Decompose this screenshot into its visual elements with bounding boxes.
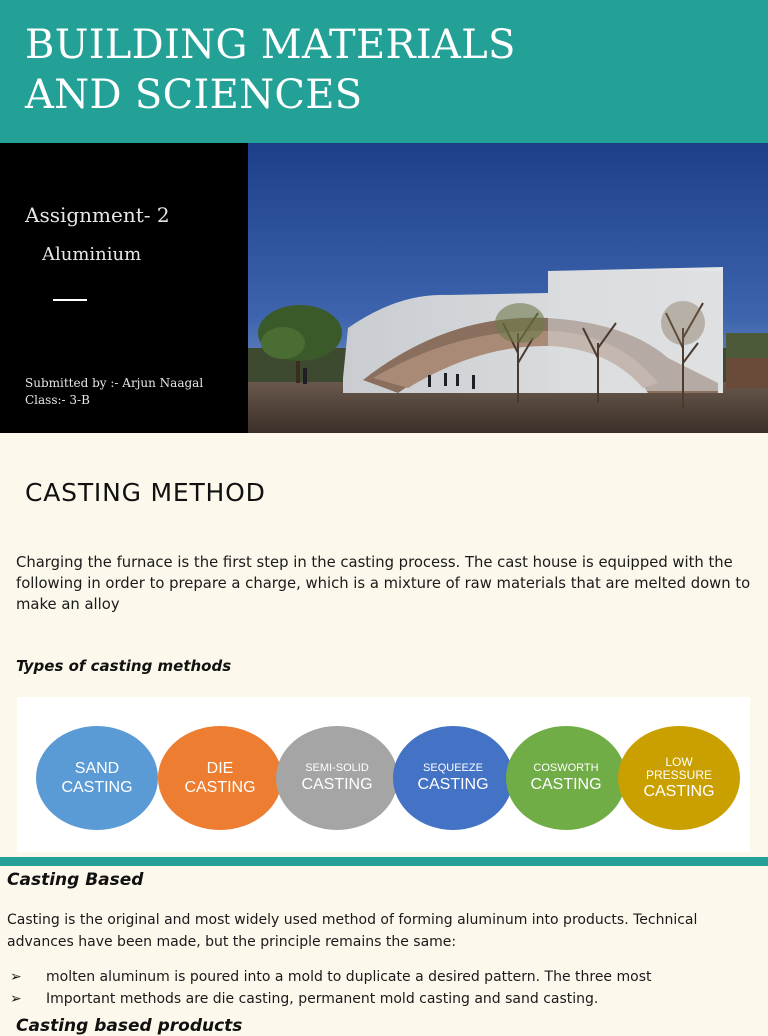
method-label-line1: DIE: [206, 760, 234, 777]
arrow-bullet-icon: ➢: [10, 969, 22, 985]
method-label-line2: CASTING: [301, 776, 373, 793]
arrow-bullet-icon: ➢: [10, 991, 22, 1007]
method-label-line1: SEQUEEZE: [423, 762, 483, 774]
casting-based-heading: Casting Based: [7, 870, 144, 890]
method-label-line2: CASTING: [61, 779, 133, 796]
title-line-1: BUILDING MATERIALS: [25, 22, 516, 68]
header-banner: [0, 0, 768, 143]
assignment-label: Assignment- 2: [25, 203, 170, 227]
decorative-rule: [53, 299, 87, 301]
title-line-2: AND SCIENCES: [25, 72, 363, 118]
method-label-line1b: PRESSURE: [645, 767, 713, 782]
method-oval-cosworth: [506, 726, 626, 830]
method-label-line1: SEMI-SOLID: [305, 762, 369, 774]
class-label: Class:- 3-B: [25, 393, 90, 407]
method-label-line2: CASTING: [643, 782, 715, 800]
building-photo: [248, 143, 768, 433]
document-title: [25, 20, 516, 120]
method-oval-die: [158, 726, 282, 830]
list-item: [10, 988, 651, 1010]
types-heading: Types of casting methods: [16, 657, 232, 675]
casting-bullet-list: [10, 966, 651, 1010]
submitted-by: Submitted by :- Arjun Naagal: [25, 376, 204, 390]
method-label-line1: SAND: [74, 760, 120, 777]
method-label-line2: CASTING: [184, 779, 256, 796]
method-oval-low-pressure: [618, 726, 740, 830]
submission-info: [25, 375, 203, 409]
next-section-heading: Casting based products: [16, 1016, 243, 1036]
method-label-line2: CASTING: [417, 776, 489, 793]
intro-paragraph: Charging the furnace is the first step in the casting process. The cast house is equipped with the following in order to prepare a charge, which is a mixture of raw materials that are melted down to make an alloy: [16, 554, 751, 613]
casting-methods-diagram: [17, 697, 750, 852]
method-oval-semi-solid: [276, 726, 398, 830]
method-label-line2: CASTING: [530, 776, 602, 793]
method-label-line1: LOW: [665, 754, 693, 769]
method-oval-sequeeze: [393, 726, 513, 830]
section-divider: [0, 857, 768, 866]
casting-based-paragraph: Casting is the original and most widely used method of forming aluminum into products. Technical advances have been made, but the principle remains the same:: [7, 912, 698, 950]
subject-label: Aluminium: [42, 244, 142, 265]
list-item: [10, 966, 651, 988]
method-label-line1: COSWORTH: [533, 762, 599, 774]
bullet-text: Important methods are die casting, permanent mold casting and sand casting.: [46, 991, 599, 1007]
bullet-text: molten aluminum is poured into a mold to duplicate a desired pattern. The three most: [46, 969, 652, 985]
section-title: CASTING METHOD: [25, 478, 266, 507]
cover-info-panel: [0, 143, 248, 433]
method-oval-sand: [36, 726, 158, 830]
